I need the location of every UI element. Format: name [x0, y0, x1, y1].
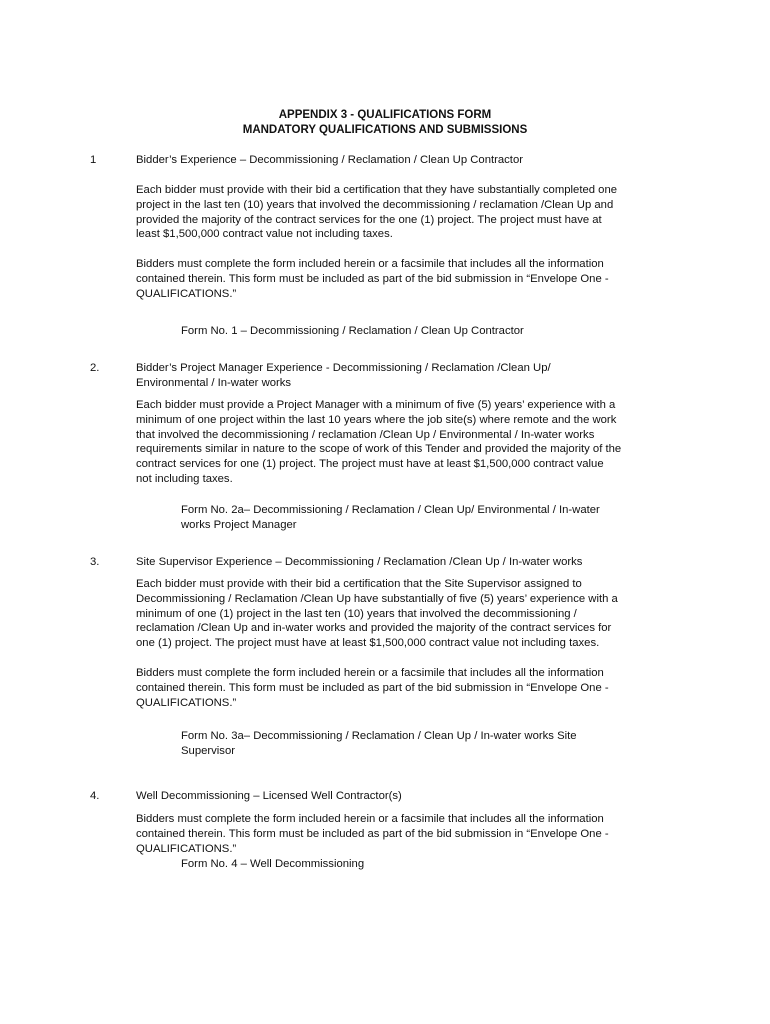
section-4-heading: Well Decommissioning – Licensed Well Contractor(s) [136, 790, 402, 802]
section-1-number: 1 [90, 154, 97, 166]
section-1-form-reference: Form No. 1 – Decommissioning / Reclamation / Clean Up Contractor [181, 325, 524, 337]
section-1-heading: Bidder’s Experience – Decommissioning / Reclamation / Clean Up Contractor [136, 154, 523, 166]
section-2-paragraph-1: Each bidder must provide a Project Manager with a minimum of five (5) years’ experience with a minimum of one project within the last 10 years where the job site(s) where remote and the work that involved the decommissioning / reclamation /Clean Up / Environmental / In-water works requirements similar in nature to the scope of work of this Tender and provided the majority of the contract services for one (1) project. The project must have at least $1,500,000 contract value not including taxes. [136, 399, 622, 485]
section-2-heading: Bidder’s Project Manager Experience - Decommissioning / Reclamation /Clean Up/ Environmental / In-water works [136, 362, 551, 389]
section-2-form-reference: Form No. 2a– Decommissioning / Reclamation / Clean Up/ Environmental / In-water works Project Manager [181, 504, 600, 531]
section-1-paragraph-2: Bidders must complete the form included herein or a facsimile that includes all the information contained therein. This form must be included as part of the bid submission in “Envelope One - QUALIFICATIONS.” [136, 258, 609, 300]
section-2-number: 2. [90, 362, 100, 374]
section-4-number: 4. [90, 790, 100, 802]
section-1-paragraph-1: Each bidder must provide with their bid a certification that they have substantially completed one project in the last ten (10) years that involved the decommissioning / reclamation /Clean Up and provided the majority of the contract services for the one (1) project. The project must have at least $1,500,000 contract value not including taxes. [136, 184, 618, 241]
section-4-paragraph-1: Bidders must complete the form included herein or a facsimile that includes all the information contained therein. This form must be included as part of the bid submission in “Envelope One - QUALIFICATIONS.” [136, 813, 609, 855]
section-3-heading: Site Supervisor Experience – Decommissioning / Reclamation /Clean Up / In-water works [136, 556, 583, 568]
section-3-form-reference: Form No. 3a– Decommissioning / Reclamation / Clean Up / In-water works Site Supervisor [181, 730, 577, 757]
document-subtitle: MANDATORY QUALIFICATIONS AND SUBMISSIONS [242, 124, 528, 136]
appendix-title: APPENDIX 3 - QUALIFICATIONS FORM [278, 109, 492, 121]
section-4-form-reference: Form No. 4 – Well Decommissioning [181, 858, 365, 870]
section-3-number: 3. [90, 556, 100, 568]
section-3-paragraph-2: Bidders must complete the form included herein or a facsimile that includes all the information contained therein. This form must be included as part of the bid submission in “Envelope One - QUALIFICATIONS.” [136, 667, 609, 709]
section-3-paragraph-1: Each bidder must provide with their bid a certification that the Site Supervisor assigned to Decommissioning / Reclamation /Clean Up have substantially of five (5) years’ experience with a minimum of one (1) project in the last ten (10) years that involved the decommissioning / reclamation /Clean Up and in-water works and provided the majority of the contract services for one (1) project. The project must have at least $1,500,000 contract value not including taxes. [136, 578, 618, 650]
